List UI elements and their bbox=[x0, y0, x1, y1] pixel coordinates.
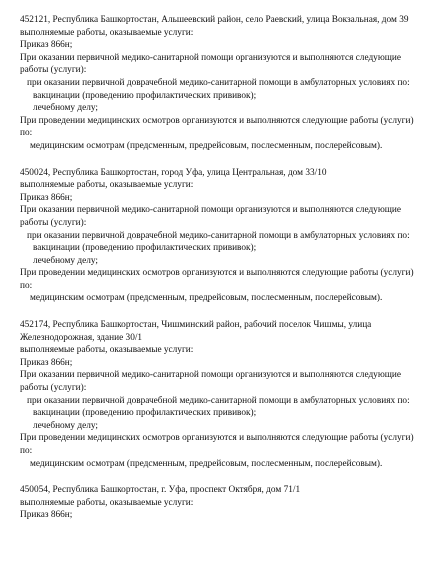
entry-works-label: выполняемые работы, оказываемые услуги: bbox=[20, 497, 194, 508]
entry-medical-care: лечебному делу; bbox=[33, 103, 98, 114]
entry-order: Приказ 866н; bbox=[20, 40, 73, 51]
entry-medical-care: лечебному делу; bbox=[33, 420, 98, 431]
license-entry bbox=[20, 14, 418, 153]
entry-order: Приказ 866н; bbox=[20, 192, 73, 203]
entry-pmsp-sub: при оказании первичной доврачебной медико-санитарной помощи в амбулаторных условиях по: bbox=[27, 395, 410, 406]
entry-address: 452174, Республика Башкортостан, Чишминский район, рабочий поселок Чишмы, улица Железнодорожная, здание 30/1 bbox=[20, 320, 372, 343]
entry-exams-list: медицинским осмотрам (предсменным, предрейсовым, послесменным, послерейсовым). bbox=[30, 140, 383, 151]
entry-pmsp-sub: при оказании первичной доврачебной медико-санитарной помощи в амбулаторных условиях по: bbox=[27, 230, 410, 241]
license-entry bbox=[20, 167, 418, 306]
entry-vaccination: вакцинации (проведению профилактических прививок); bbox=[33, 243, 257, 254]
entry-address: 450024, Республика Башкортостан, город Уфа, улица Центральная, дом 33/10 bbox=[20, 167, 327, 178]
entry-order: Приказ 866н; bbox=[20, 357, 73, 368]
entry-exams-intro: При проведении медицинских осмотров организуются и выполняются следующие работы (услуги) по: bbox=[20, 115, 414, 139]
entry-works-label: выполняемые работы, оказываемые услуги: bbox=[20, 180, 194, 191]
entry-vaccination: вакцинации (проведению профилактических прививок); bbox=[33, 90, 257, 101]
license-entry bbox=[20, 484, 418, 522]
entry-address: 450054, Республика Башкортостан, г. Уфа, проспект Октября, дом 71/1 bbox=[20, 485, 301, 496]
license-entry bbox=[20, 319, 418, 470]
entry-vaccination: вакцинации (проведению профилактических прививок); bbox=[33, 408, 257, 419]
entry-address: 452121, Республика Башкортостан, Альшеевский район, село Раевский, улица Вокзальная, дом 39 bbox=[20, 15, 409, 25]
entry-pmsp-intro: При оказании первичной медико-санитарной помощи организуются и выполняются следующие работы (услуги): bbox=[20, 52, 402, 76]
entry-medical-care: лечебному делу; bbox=[33, 255, 98, 266]
entry-exams-intro: При проведении медицинских осмотров организуются и выполняются следующие работы (услуги) по: bbox=[20, 433, 414, 456]
entry-pmsp-intro: При оказании первичной медико-санитарной помощи организуются и выполняются следующие работы (услуги): bbox=[20, 370, 402, 394]
entry-pmsp-sub: при оказании первичной доврачебной медико-санитарной помощи в амбулаторных условиях по: bbox=[27, 77, 410, 88]
document-page bbox=[20, 14, 418, 536]
entry-exams-list: медицинским осмотрам (предсменным, предрейсовым, послесменным, послерейсовым). bbox=[30, 293, 383, 304]
entry-works-label: выполняемые работы, оказываемые услуги: bbox=[20, 345, 194, 356]
entry-pmsp-intro: При оказании первичной медико-санитарной помощи организуются и выполняются следующие работы (услуги): bbox=[20, 205, 402, 228]
entry-exams-list: медицинским осмотрам (предсменным, предрейсовым, послесменным, послерейсовым). bbox=[30, 458, 383, 469]
entry-order: Приказ 866н; bbox=[20, 510, 73, 521]
entry-works-label: выполняемые работы, оказываемые услуги: bbox=[20, 27, 194, 38]
entry-exams-intro: При проведении медицинских осмотров организуются и выполняются следующие работы (услуги) по: bbox=[20, 268, 414, 291]
